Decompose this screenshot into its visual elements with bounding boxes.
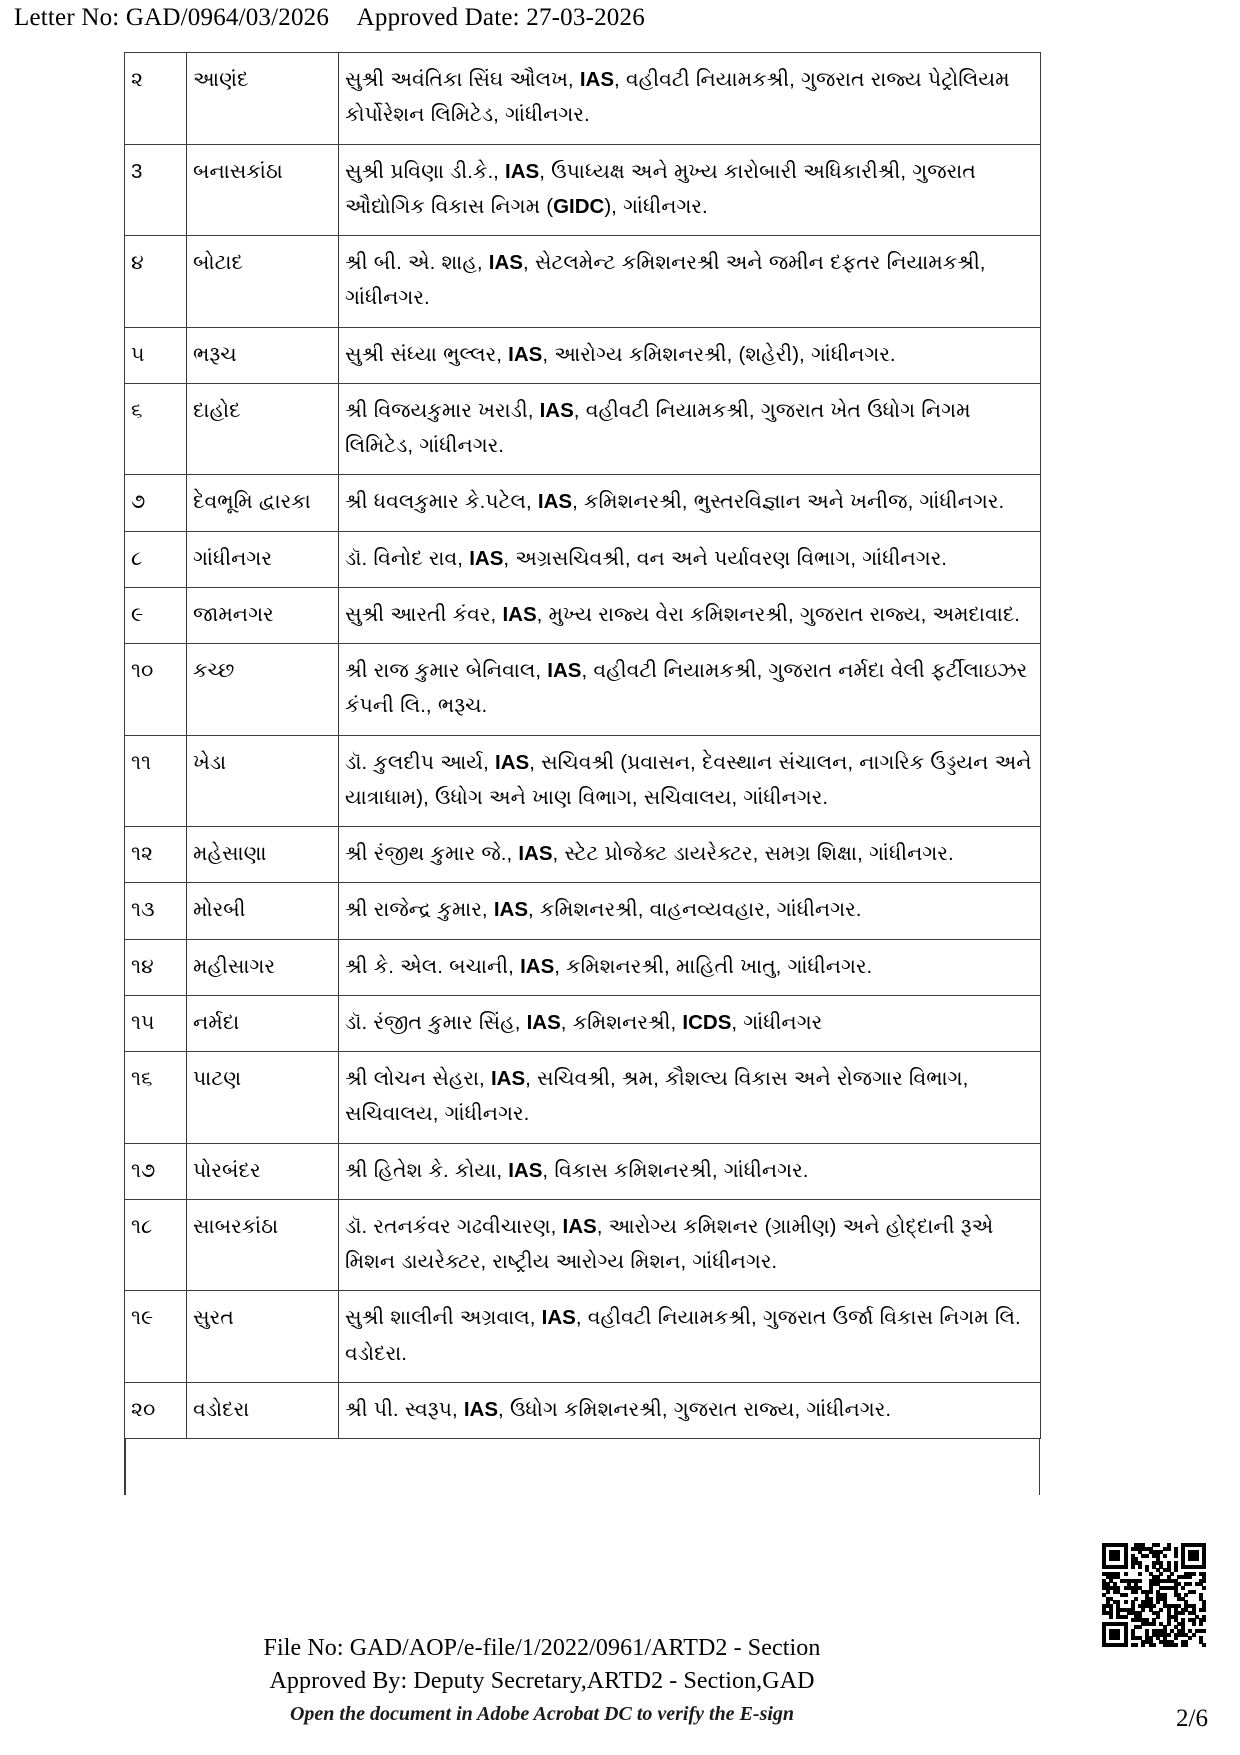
cell-serial-number: ૧૫ xyxy=(125,995,187,1051)
table-row xyxy=(125,587,1041,643)
cell-district: વડોદરા xyxy=(187,1382,339,1438)
letter-number: Letter No: GAD/0964/03/2026 xyxy=(14,4,330,31)
table-row xyxy=(125,383,1041,475)
cell-serial-number: ૧૯ xyxy=(125,1291,187,1383)
cell-officer-details: શ્રી હિતેશ કે. કોયા, IAS, વિકાસ કમિશનરશ્રી, ગાંધીનગર. xyxy=(339,1143,1041,1199)
cell-officer-details: સુશ્રી પ્રવિણા ડી.કે., IAS, ઉપાધ્યક્ષ અને મુખ્ય કારોબારી અધિકારીશ્રી, ગુજરાત ઔદ્યોગિક વિકાસ નિગમ (GIDC), ગાંધીનગર. xyxy=(339,144,1041,236)
cell-district: સુરત xyxy=(187,1291,339,1383)
cell-district: ગાંધીનગર xyxy=(187,531,339,587)
cell-serial-number: ૯ xyxy=(125,587,187,643)
table-row xyxy=(125,883,1041,939)
cell-district: મહેસાણા xyxy=(187,827,339,883)
cell-serial-number: ૨ xyxy=(125,53,187,145)
cell-officer-details: શ્રી બી. એ. શાહ, IAS, સેટલમેન્ટ કમિશનરશ્રી અને જમીન દફતર નિયામકશ્રી, ગાંધીનગર. xyxy=(339,236,1041,328)
cell-district: દાહોદ xyxy=(187,383,339,475)
document-footer xyxy=(0,1632,1240,1729)
cell-district: મહીસાગર xyxy=(187,939,339,995)
cell-serial-number: ૧૭ xyxy=(125,1143,187,1199)
table-row xyxy=(125,475,1041,531)
document-header xyxy=(14,4,645,32)
cell-officer-details: સુશ્રી સંધ્યા ભુલ્લર, IAS, આરોગ્ય કમિશનરશ્રી, (શહેરી), ગાંધીનગર. xyxy=(339,327,1041,383)
cell-district: ખેડા xyxy=(187,735,339,827)
table-row xyxy=(125,939,1041,995)
cell-officer-details: સુશ્રી શાલીની અગ્રવાલ, IAS, વહીવટી નિયામકશ્રી, ગુજરાત ઉર્જા વિકાસ નિગમ લિ. વડોદરા. xyxy=(339,1291,1041,1383)
footer-esign-note: Open the document in Adobe Acrobat DC to verify the E-sign xyxy=(289,1703,795,1725)
cell-officer-details: શ્રી પી. સ્વરૂપ, IAS, ઉધોગ કમિશનરશ્રી, ગુજરાત રાજ્ય, ગાંધીનગર. xyxy=(339,1382,1041,1438)
cell-district: ભરૂચ xyxy=(187,327,339,383)
roster-table-body xyxy=(125,53,1041,1439)
cell-officer-details: ડૉ. રતનકંવર ગઢવીચારણ, IAS, આરોગ્ય કમિશનર (ગ્રામીણ) અને હોદ્દાની રૂએ મિશન ડાયરેક્ટર, રાષ્ટ્રીય આરોગ્ય મિશન, ગાંધીનગર. xyxy=(339,1199,1041,1291)
officer-roster-table xyxy=(124,52,1041,1439)
table-row xyxy=(125,1199,1041,1291)
cell-serial-number: ૧૧ xyxy=(125,735,187,827)
cell-serial-number: ૧૪ xyxy=(125,939,187,995)
table-bottom-stub-rule xyxy=(125,1439,1039,1495)
cell-district: મોરબી xyxy=(187,883,339,939)
e-sign-qr-code-icon xyxy=(1102,1543,1206,1647)
cell-serial-number: ૧૨ xyxy=(125,827,187,883)
cell-district: જામનગર xyxy=(187,587,339,643)
table-bottom-stub xyxy=(124,1439,1040,1495)
cell-serial-number: ૧૩ xyxy=(125,883,187,939)
footer-approved-by: Approved By: Deputy Secretary,ARTD2 - Section,GAD xyxy=(269,1667,815,1694)
cell-serial-number: ૧૦ xyxy=(125,644,187,736)
cell-serial-number: ૫ xyxy=(125,327,187,383)
cell-serial-number: ૧૮ xyxy=(125,1199,187,1291)
cell-officer-details: શ્રી વિજયકુમાર ખરાડી, IAS, વહીવટી નિયામકશ્રી, ગુજરાત ખેત ઉધોગ નિગમ લિમિટેડ, ગાંધીનગર. xyxy=(339,383,1041,475)
table-row xyxy=(125,327,1041,383)
cell-district: આણંદ xyxy=(187,53,339,145)
table-row xyxy=(125,644,1041,736)
cell-officer-details: શ્રી રંજીથ કુમાર જે., IAS, સ્ટેટ પ્રોજેક્ટ ડાયરેક્ટર, સમગ્ર શિક્ષા, ગાંધીનગર. xyxy=(339,827,1041,883)
cell-serial-number: ૭ xyxy=(125,475,187,531)
cell-serial-number: 3 xyxy=(125,144,187,236)
page-number: 2/6 xyxy=(1176,1705,1208,1732)
cell-serial-number: ૪ xyxy=(125,236,187,328)
table-row xyxy=(125,1143,1041,1199)
qr-canvas xyxy=(1102,1543,1206,1647)
cell-serial-number: ૨૦ xyxy=(125,1382,187,1438)
approved-date: Approved Date: 27-03-2026 xyxy=(356,4,645,31)
table-row xyxy=(125,1291,1041,1383)
cell-officer-details: શ્રી ધવલકુમાર કે.પટેલ, IAS, કમિશનરશ્રી, ભુસ્તરવિજ્ઞાન અને ખનીજ, ગાંધીનગર. xyxy=(339,475,1041,531)
cell-district: દેવભૂમિ દ્વારકા xyxy=(187,475,339,531)
cell-officer-details: શ્રી કે. એલ. બચાની, IAS, કમિશનરશ્રી, માહિતી ખાતુ, ગાંધીનગર. xyxy=(339,939,1041,995)
table-row xyxy=(125,1052,1041,1144)
cell-officer-details: ડૉ. વિનોદ રાવ, IAS, અગ્રસચિવશ્રી, વન અને પર્યાવરણ વિભાગ, ગાંધીનગર. xyxy=(339,531,1041,587)
table-row xyxy=(125,144,1041,236)
footer-file-no: File No: GAD/AOP/e-file/1/2022/0961/ARTD2 - Section xyxy=(263,1635,821,1662)
cell-district: પોરબંદર xyxy=(187,1143,339,1199)
table-row xyxy=(125,995,1041,1051)
cell-serial-number: ૬ xyxy=(125,383,187,475)
cell-officer-details: ડૉ. કુલદીપ આર્ય, IAS, સચિવશ્રી (પ્રવાસન, દેવસ્થાન સંચાલન, નાગરિક ઉડ્ડયન અને યાત્રાધામ), ઉધોગ અને ખાણ વિભાગ, સચિવાલય, ગાંધીનગર. xyxy=(339,735,1041,827)
table-row xyxy=(125,735,1041,827)
cell-district: સાબરકાંઠા xyxy=(187,1199,339,1291)
cell-district: બનાસકાંઠા xyxy=(187,144,339,236)
footer-text-block xyxy=(0,1632,1162,1729)
cell-district: કચ્છ xyxy=(187,644,339,736)
table-row xyxy=(125,1382,1041,1438)
cell-district: નર્મદા xyxy=(187,995,339,1051)
cell-serial-number: ૧૬ xyxy=(125,1052,187,1144)
cell-officer-details: શ્રી રાજેન્દ્ર કુમાર, IAS, કમિશનરશ્રી, વાહનવ્યવહાર, ગાંધીનગર. xyxy=(339,883,1041,939)
table-row xyxy=(125,236,1041,328)
cell-officer-details: શ્રી રાજ કુમાર બેનિવાલ, IAS, વહીવટી નિયામકશ્રી, ગુજરાત નર્મદા વેલી ફર્ટીલાઇઝર કંપની લિ., ભરૂચ. xyxy=(339,644,1041,736)
cell-officer-details: સુશ્રી અવંતિકા સિંઘ ઔલખ, IAS, વહીવટી નિયામકશ્રી, ગુજરાત રાજ્ય પેટ્રોલિયમ કોર્પોરેશન લિમિટેડ, ગાંધીનગર. xyxy=(339,53,1041,145)
cell-serial-number: ૮ xyxy=(125,531,187,587)
cell-officer-details: શ્રી લોચન સેહરા, IAS, સચિવશ્રી, શ્રમ, કૌશલ્ય વિકાસ અને રોજગાર વિભાગ, સચિવાલય, ગાંધીનગર. xyxy=(339,1052,1041,1144)
cell-district: બોટાદ xyxy=(187,236,339,328)
table-row xyxy=(125,53,1041,145)
table-row xyxy=(125,827,1041,883)
roster-sheet xyxy=(124,52,1040,1495)
cell-officer-details: ડૉ. રંજીત કુમાર સિંહ, IAS, કમિશનરશ્રી, ICDS, ગાંધીનગર xyxy=(339,995,1041,1051)
table-row xyxy=(125,531,1041,587)
cell-district: પાટણ xyxy=(187,1052,339,1144)
cell-officer-details: સુશ્રી આરતી કંવર, IAS, મુખ્ય રાજ્ય વેરા કમિશનરશ્રી, ગુજરાત રાજ્ય, અમદાવાદ. xyxy=(339,587,1041,643)
